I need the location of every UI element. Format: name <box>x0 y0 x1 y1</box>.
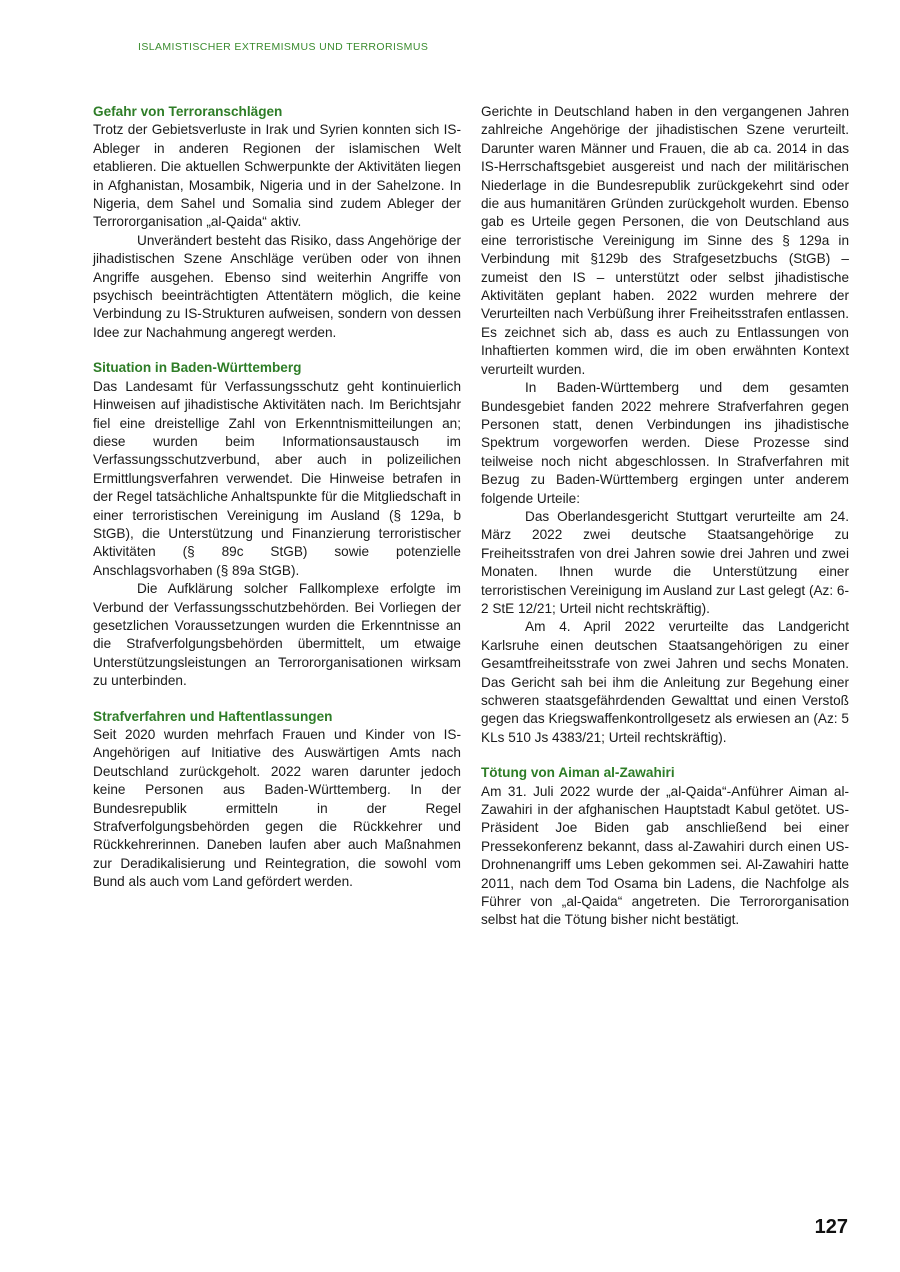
section-baden-wuerttemberg <box>93 359 461 690</box>
section-heading: Tötung von Aiman al-Zawahiri <box>481 765 675 781</box>
paragraph: In Baden-Württemberg und dem gesamten Bundesgebiet fanden 2022 mehrere Strafverfahren gegen Personen statt, denen Verbindungen ins jihadistische Spektrum vorgeworfen werden. Diese Prozesse sind teilweise noch nicht abgeschlossen. In Strafverfahren mit Bezug zu Baden-Württemberg ergingen unter anderem folgende Urteile: <box>481 380 849 506</box>
paragraph: Am 4. April 2022 verurteilte das Landgericht Karlsruhe einen deutschen Staatsangehörigen zu einer Gesamtfreiheitsstrafe von zwei Jahren und sechs Monaten. Das Gericht sah bei ihm die Anleitung zur Begehung einer schweren staatsgefährdenden Gewalttat und einen Verstoß gegen das Kriegswaffenkontrollgesetz als erwiesen an (Az: 5 KLs 510 Js 4383/21; Urteil rechtskräftig). <box>481 619 849 745</box>
right-column <box>481 103 849 947</box>
section-continuation <box>481 103 849 747</box>
section-heading: Situation in Baden-Württemberg <box>93 360 302 376</box>
section-terror-threat <box>93 103 461 342</box>
section-zawahiri <box>481 764 849 930</box>
paragraph: Das Oberlandesgericht Stuttgart verurteilte am 24. März 2022 zwei deutsche Staatsangehörige zu Freiheitsstrafen von drei Jahren sowie drei Jahren und zwei Monaten. Ihnen wurde die Unterstützung einer terroristischen Vereinigung im Ausland zur Last gelegt (Az: 6-2 StE 12/21; Urteil nicht rechtskräftig). <box>481 508 849 616</box>
section-criminal-proceedings <box>93 708 461 892</box>
paragraph: Die Aufklärung solcher Fallkomplexe erfolgte im Verbund der Verfassungsschutzbehörden. Bei Vorliegen der gesetzlichen Voraussetzungen wurden die Erkenntnisse an die Strafverfolgungsbehörden übermittelt, um etwaige Unterstützungsleistungen an Terrororganisationen wirksam zu unterbinden. <box>93 581 461 689</box>
paragraph: Gerichte in Deutschland haben in den vergangenen Jahren zahlreiche Angehörige der jihadistischen Szene verurteilt. Darunter waren Männer und Frauen, die ab ca. 2014 in das IS-Herrschaftsgebiet ausgereist und nach der militärischen Niederlage in die Bundesrepublik zurückgekehrt sind oder die aus humanitären Gründen zurückgeholt wurden. Ebenso gab es Urteile gegen Personen, die von Deutschland aus eine terroristische Vereinigung im Sinne des § 129a in Verbindung mit §129b des Strafgesetzbuchs (StGB) – zumeist den IS – unterstützt oder selbst jihadistische Aktivitäten geplant haben. 2022 wurden mehrere der Verurteilten nach Verbüßung ihrer Freiheitsstrafen entlassen. Es zeichnet sich ab, dass es auch zu Entlassungen von Inhaftierten kommen wird, die im oben erwähnten Kontext verurteilt wurden. <box>481 104 849 377</box>
running-header: ISLAMISTISCHER EXTREMISMUS UND TERRORISMUS <box>138 41 429 53</box>
section-heading: Gefahr von Terroranschlägen <box>93 104 283 119</box>
page-number: 127 <box>814 1216 848 1238</box>
paragraph: Trotz der Gebietsverluste in Irak und Syrien konnten sich IS-Ableger in anderen Regionen der islamischen Welt etablieren. Die aktuellen Schwerpunkte der Aktivitäten liegen in Afghanistan, Mosambik, Nigeria und in der Sahelzone. In Nigeria, dem Sahel und Somalia sind zudem Ableger der Terrororganisation „al-Qaida“ aktiv. <box>93 122 461 230</box>
section-heading: Strafverfahren und Haftentlassungen <box>93 708 333 724</box>
paragraph: Am 31. Juli 2022 wurde der „al-Qaida“-Anführer Aiman al-Zawahiri in der afghanischen Hauptstadt Kabul getötet. US-Präsident Joe Biden gab anschließend bei einer Pressekonferenz bekannt, dass al-Zawahiri durch einen US-Drohnenangriff ums Leben gekommen sei. Al-Zawahiri hatte 2011, nach dem Tod Osama bin Ladens, die Nachfolge als Führer von „al-Qaida“ angetreten. Die Terrororganisation selbst hat die Tötung bisher nicht bestätigt. <box>481 783 849 928</box>
paragraph: Seit 2020 wurden mehrfach Frauen und Kinder von IS-Angehörigen auf Initiative des Auswärtigen Amts nach Deutschland zurückgeholt. 2022 waren darunter jedoch keine Personen aus Baden-Württemberg. In der Bundesrepublik ermitteln in der Regel Strafverfolgungsbehörden gegen die Rückkehrer und Rückkehrerinnen. Daneben laufen aber auch Maßnahmen zur Deradikalisierung und Reintegration, die sowohl vom Bund als auch vom Land gefördert werden. <box>93 727 461 890</box>
paragraph: Das Landesamt für Verfassungsschutz geht kontinuierlich Hinweisen auf jihadistische Aktivitäten nach. Im Berichtsjahr fiel eine dreistellige Zahl von Erkenntnismitteilungen an; diese wurden beim Informationsaustausch im Verfassungsschutzverbund, aber auch in polizeilichen Ermittlungsverfahren verwendet. Die Hinweise betrafen in der Regel tatsächliche Anhaltspunkte für die Mitgliedschaft in einer terroristischen Vereinigung im Ausland (§ 129a, b StGB), die Unterstützung und Finanzierung terroristischer Aktivitäten (§ 89c StGB) sowie potenzielle Anschlagsvorhaben (§ 89a StGB). <box>93 378 461 578</box>
left-column <box>93 103 461 909</box>
paragraph: Unverändert besteht das Risiko, dass Angehörige der jihadistischen Szene Anschläge verüben oder von ihnen Angriffe ausgehen. Ebenso sind weiterhin Angriffe von psychisch beeinträchtigten Attentätern möglich, die keine Verbindung zu IS-Strukturen aufweisen, sondern von dessen Idee zur Nachahmung angeregt werden. <box>93 232 461 340</box>
